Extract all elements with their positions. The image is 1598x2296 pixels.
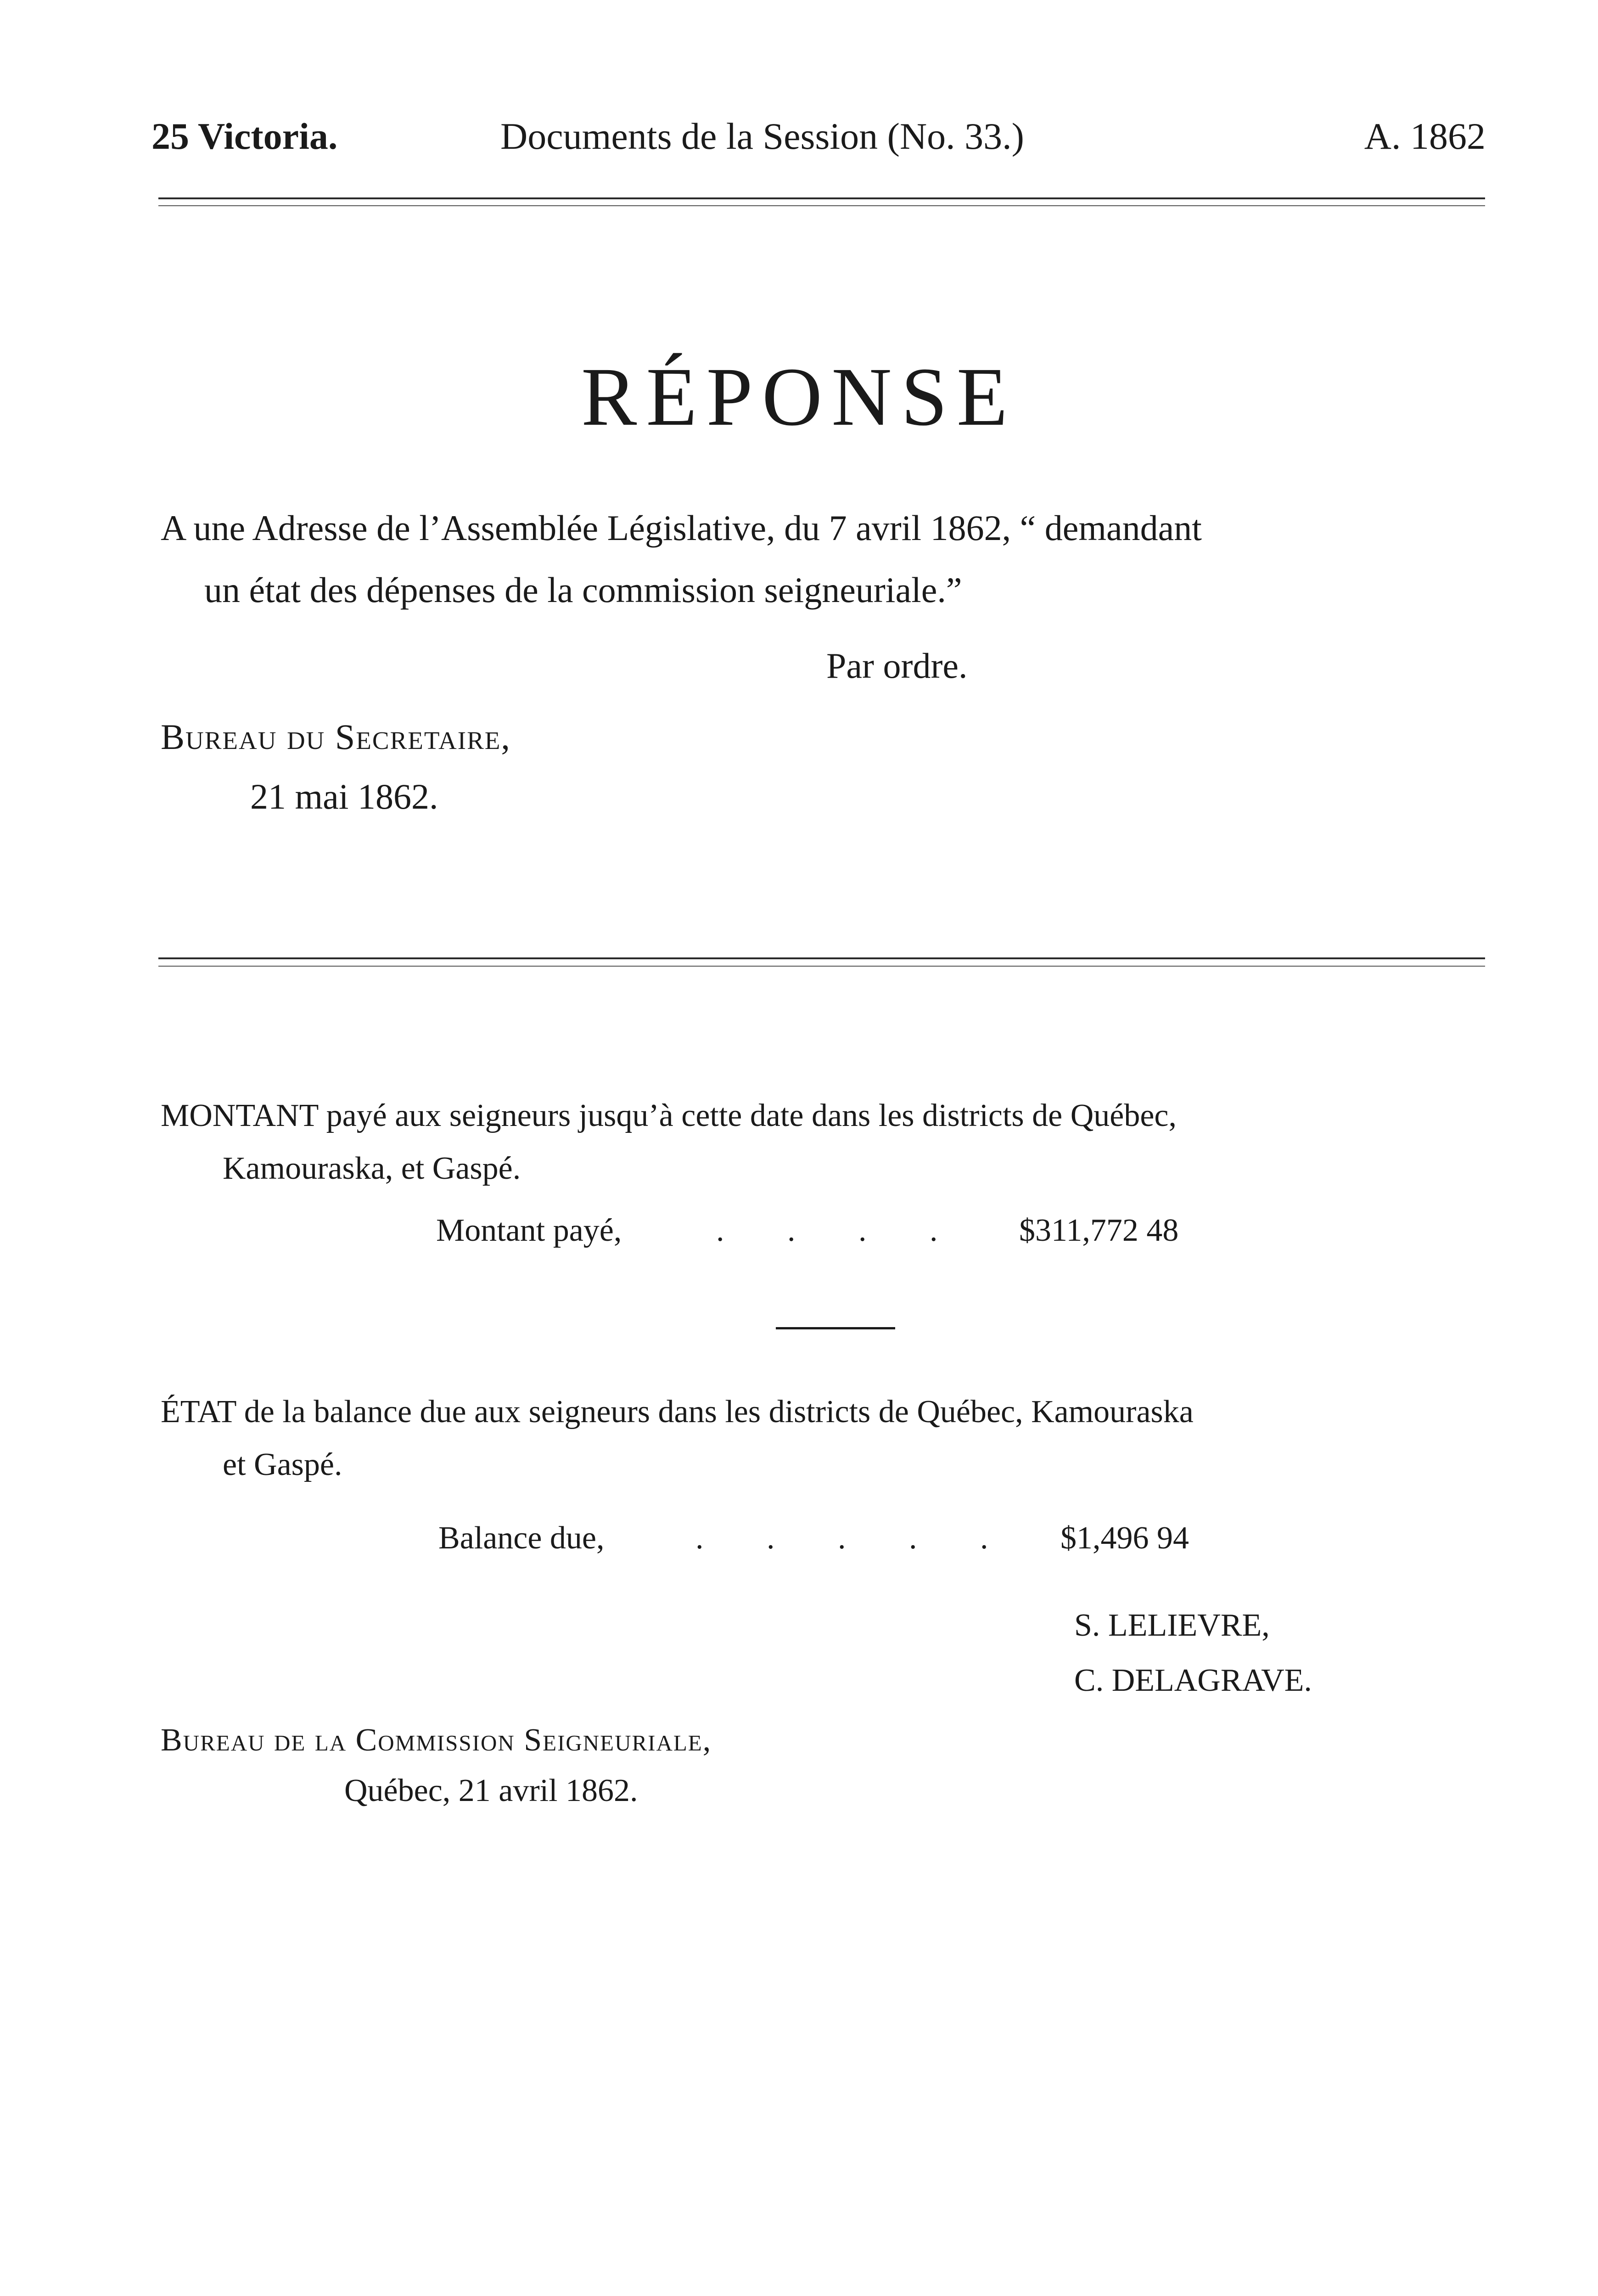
par-ordre: Par ordre. [826,646,968,686]
header-year: A. 1862 [1364,115,1486,157]
header-document-title: Documents de la Session (No. 33.) [500,115,1024,157]
address-line-2: un état des dépenses de la commission seigneuriale.” [204,570,962,610]
secretary-office: Bureau du Secretaire, [161,717,511,757]
commission-office: Bureau de la Commission Seigneuriale, [161,1722,712,1758]
section-rule-bottom [158,966,1485,967]
signature-delagrave: C. DELAGRAVE. [1074,1663,1312,1698]
page-title: RÉPONSE [581,351,1017,443]
balance-due-value: $1,496 94 [1060,1520,1189,1556]
commission-date: Québec, 21 avril 1862. [344,1773,638,1808]
etat-line-1: ÉTAT de la balance due aux seigneurs dans les districts de Québec, Kamouraska [161,1394,1194,1429]
header-rule-top [158,197,1485,199]
montant-line-1: MONTANT payé aux seigneurs jusqu’à cette date dans les districts de Québec, [161,1098,1177,1133]
montant-line-2: Kamouraska, et Gaspé. [223,1151,521,1186]
balance-leader-dots: . . . . . [695,1520,1016,1556]
montant-leader-dots: . . . . [716,1213,965,1248]
address-line-1: A une Adresse de l’Assemblée Législative, du 7 avril 1862, “ demandant [161,508,1202,548]
short-separator [776,1327,895,1329]
signature-lelievre: S. LELIEVRE, [1074,1608,1270,1643]
etat-line-2: et Gaspé. [223,1447,342,1482]
montant-paye-value: $311,772 48 [1019,1213,1179,1248]
header-regnal-year: 25 Victoria. [151,115,338,157]
secretary-date: 21 mai 1862. [250,777,438,816]
header-rule-bottom [158,205,1485,206]
balance-due-label: Balance due, [438,1520,605,1556]
montant-paye-label: Montant payé, [436,1213,622,1248]
section-rule-top [158,957,1485,959]
